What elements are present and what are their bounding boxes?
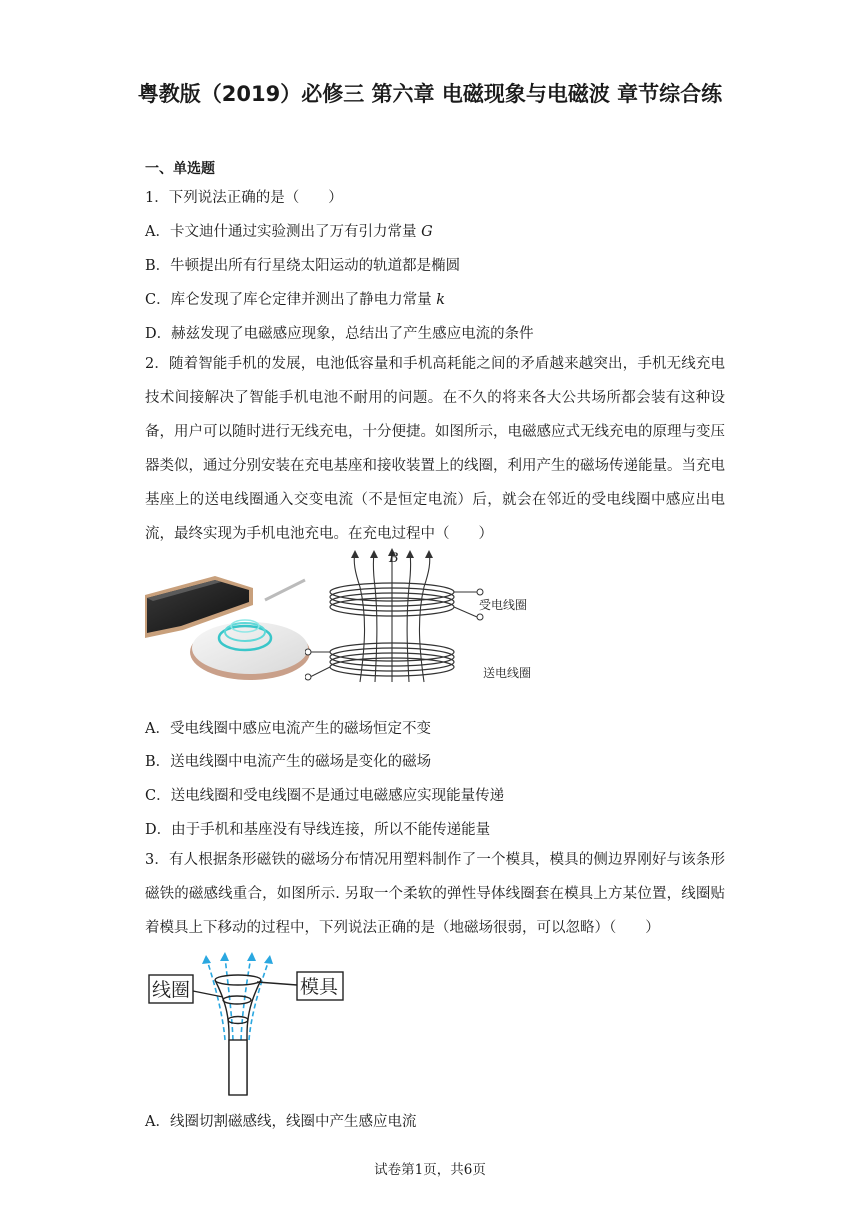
q1-option-c-symbol: k [436, 292, 445, 308]
coil-diagram [305, 547, 545, 692]
q2-option-d: D．由于手机和基座没有导线连接，所以不能传递能量 [145, 822, 491, 838]
q2-option-b: B．送电线圈中电流产生的磁场是变化的磁场 [145, 754, 432, 770]
sending-coil-label: 送电线圈 [483, 666, 532, 680]
page-title: 粤教版（2019）必修三 第六章 电磁现象与电磁波 章节综合练 [137, 82, 723, 106]
mold-label: 模具 [300, 976, 339, 998]
q3-option-a: A．线圈切割磁感线，线圈中产生感应电流 [145, 1114, 417, 1130]
q1-option-c-text: C．库仑发现了库仑定律并测出了静电力常量 [145, 292, 437, 308]
q1-option-a [145, 220, 433, 241]
page-footer: 试卷第1页，共6页 [374, 1162, 486, 1178]
field-label-b: B [389, 551, 399, 566]
q1-option-b: B．牛顿提出所有行星绕太阳运动的轨道都是椭圆 [145, 258, 461, 274]
q2-stem: 2．随着智能手机的发展，电池低容量和手机高耗能之间的矛盾越来越突出，手机无线充电技术间接解决了智能手机电池不耐用的问题。在不久的将来各大公共场所都会装有这种设备，用户可以随时进行无线充电，十分便捷。如图所示，电磁感应式无线充电的原理与变压器类似，通过分别安装在充电基座和接收装置上的线圈，利用产生的磁场传递能量。当充电基座上的送电线圈通入交变电流（不是恒定电流）后，就会在邻近的受电线圈中感应出电流，最终实现为手机电池充电。在充电过程中（ ） [145, 356, 725, 542]
mold-coil-diagram [145, 945, 355, 1100]
q2-option-a: A．受电线圈中感应电流产生的磁场恒定不变 [145, 721, 431, 737]
coil-label: 线圈 [152, 979, 191, 1001]
q2-option-c: C．送电线圈和受电线圈不是通过电磁感应实现能量传递 [145, 788, 505, 804]
section-heading: 一、单选题 [145, 161, 215, 177]
q1-stem: 1．下列说法正确的是（ ） [145, 190, 343, 206]
q1-option-c [145, 288, 445, 309]
q1-option-a-text: A．卡文迪什通过实验测出了万有引力常量 [145, 224, 422, 240]
q3-stem: 3．有人根据条形磁铁的磁场分布情况用塑料制作了一个模具，模具的侧边界刚好与该条形磁铁的磁感线重合，如图所示. 另取一个柔软的弹性导体线圈套在模具上方某位置，线圈贴着模具上下移动的过程中，下列说法正确的是（地磁场很弱，可以忽略）（ ） [145, 852, 725, 936]
receiving-coil-label: 受电线圈 [479, 598, 528, 612]
q1-option-d: D．赫兹发现了电磁感应现象，总结出了产生感应电流的条件 [145, 326, 534, 342]
q1-option-a-symbol: G [421, 224, 433, 240]
phone-charger-photo [145, 560, 310, 688]
